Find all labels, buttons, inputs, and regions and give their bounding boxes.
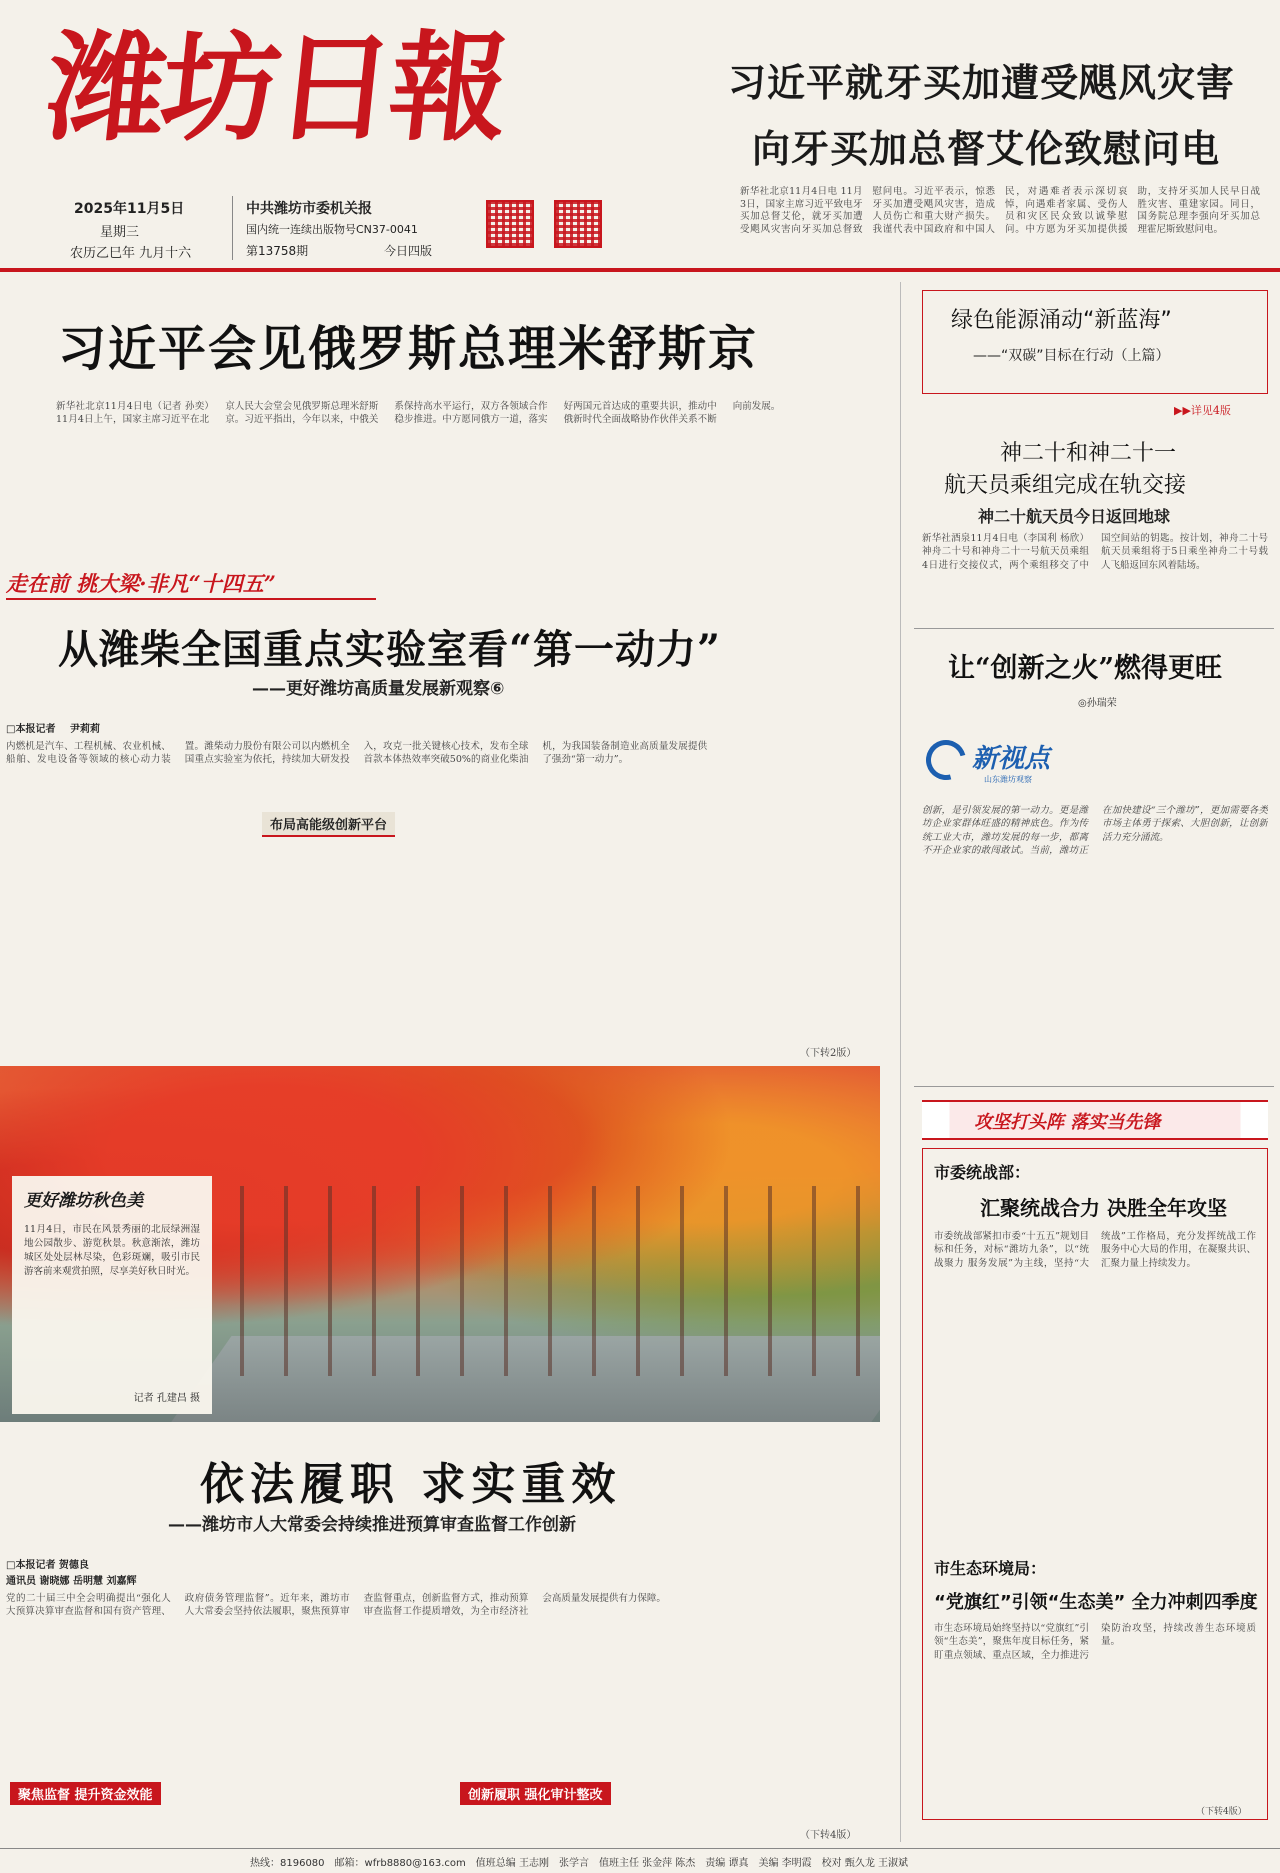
feature-kicker: 走在前 挑大梁·非凡“十四五”: [6, 571, 276, 596]
unit-2-headline[interactable]: “党旗红”引领“生态美” 全力冲刺四季度: [934, 1592, 1258, 1613]
kicker-underline: [6, 598, 376, 600]
unit-1-body: 市委统战部紧扣市委“十五五”规划目标和任务，对标“潍坊九条”，以“统战聚力 服务发展”为主线，坚持“大统战”工作格局，充分发挥统战工作服务中心大局的作用，在凝聚共识、汇聚力量上持续发力。: [934, 1231, 1256, 1269]
issue-date: 2025年11月5日: [74, 201, 185, 217]
bottom-headline[interactable]: 依法履职 求实重效: [200, 1459, 622, 1510]
page-count: 今日四版: [384, 244, 433, 258]
top-headline-line-1[interactable]: 习近平就牙买加遭受飓风灾害: [728, 60, 1236, 105]
unit-2-continued: （下转4版）: [1196, 1807, 1247, 1817]
unit-2-label: 市生态环境局：: [934, 1559, 1047, 1578]
bottom-continued: （下转4版）: [800, 1830, 857, 1841]
commentary-headline[interactable]: 让“创新之火”燃得更旺: [948, 653, 1223, 684]
shenzhou-sub: 神二十航天员今日返回地球: [978, 507, 1171, 526]
sidebar-story-1-headline: 绿色能源涌动“新蓝海”: [951, 308, 1172, 333]
shenzhou-headline-1[interactable]: 神二十和神二十一: [1000, 441, 1177, 466]
feature-byline-label: □本报记者: [6, 724, 56, 735]
commentary-logo: 新视点: [972, 744, 1051, 774]
photo-caption-box: [12, 1176, 212, 1414]
divider: [232, 196, 233, 260]
lunar-date: 农历乙巳年 九月十六: [70, 246, 192, 261]
feature-byline: 尹莉莉: [70, 724, 100, 735]
lead-headline[interactable]: 习近平会见俄罗斯总理米舒斯京: [58, 321, 759, 377]
masthead-rule: [0, 268, 1280, 272]
column-divider: [900, 282, 901, 1842]
feature-body: 内燃机是汽车、工程机械、农业机械、船舶、发电设备等领域的核心动力装置。潍柴动力股份有限公司以内燃机全国重点实验室为依托，持续加大研发投入，攻克一批关键核心技术，发布全球首款本体热效率突破50%的商业化柴油机，为我国装备制造业高质量发展提供了强劲“第一动力”。: [6, 741, 708, 766]
lead-body: 新华社北京11月4日电（记者 孙奕）11月4日上午，国家主席习近平在北京人民大会堂会见俄罗斯总理米舒斯京。习近平指出，今年以来，中俄关系保持高水平运行，双方各领域合作稳步推进。中方愿同俄方一道，落实好两国元首达成的重要共识，推动中俄新时代全面战略协作伙伴关系不断向前发展。: [56, 401, 781, 426]
shenzhou-headline-2[interactable]: 航天员乘组完成在轨交接: [944, 473, 1187, 498]
unit-1-label: 市委统战部：: [934, 1163, 1031, 1182]
commentary-body: 创新，是引领发展的第一动力。更是潍坊企业家群体旺盛的精神底色。作为传统工业大市，潍坊发展的每一步，都离不开企业家的敢闯敢试。当前，潍坊正在加快建设“三个潍坊”，更加需要各类市场主体勇于探索、大胆创新，让创新活力充分涌流。: [922, 805, 1268, 857]
sidebar-story-1-sub: ——“双碳”目标在行动（上篇）: [973, 348, 1170, 364]
shenzhou-body: 新华社酒泉11月4日电（李国利 杨欣）神舟二十号和神舟二十一号航天员乘组4日进行交接仪式，两个乘组移交了中国空间站的钥匙。按计划，神舟二十号航天员乘组将于5日乘坐神舟二十号载人飞船返回东风着陆场。: [922, 533, 1268, 571]
photo-title: 更好潍坊秋色美: [24, 1191, 143, 1211]
issue-number: 第13758期: [246, 244, 309, 258]
footer-credits: 热线：8196080 邮箱：wfrb8880@163.com 值班总编 王志刚 张学言 值班主任 张金萍 陈杰 责编 谭真 美编 李明霞 校对 甄久龙 王淑斌: [250, 1858, 909, 1869]
top-headline-line-2[interactable]: 向牙买加总督艾伦致慰问电: [752, 126, 1221, 171]
campaign-banner-text: 攻坚打头阵 落实当先锋: [974, 1112, 1161, 1133]
sidebar-rule: [914, 1086, 1274, 1087]
cn-number: 国内统一连续出版物号CN37-0041: [246, 223, 418, 236]
sidebar-story-1-box[interactable]: [922, 290, 1268, 394]
newspaper-logo: 潍坊日報: [40, 18, 512, 157]
autumn-photo[interactable]: [0, 1066, 880, 1422]
see-page-4-link[interactable]: ▶▶详见4版: [1174, 404, 1231, 417]
photo-credit: 记者 孔建昌 摄: [133, 1393, 200, 1404]
top-story-text: 新华社北京11月4日电 11月3日，国家主席习近平致电牙买加总督艾伦，就牙买加遭受飓风灾害向牙买加总督致慰问电。习近平表示，惊悉牙买加遭受飓风灾害，造成人员伤亡和重大财产损失。我谨代表中国政府和中国人民，对遇难者表示深切哀悼，向遇难者家属、受伤人员和灾区民众致以诚挚慰问。中方愿为牙买加提供援助，支持牙买加人民早日战胜灾害、重建家园。同日，国务院总理李强向牙买加总理霍尼斯致慰问电。: [740, 186, 1260, 235]
unit-1-headline[interactable]: 汇聚统战合力 决胜全年攻坚: [980, 1196, 1227, 1220]
qr-code-icon[interactable]: [554, 200, 602, 248]
commentary-logo-sub: 山东潍坊观察: [984, 775, 1032, 784]
footer-rule: [0, 1848, 1280, 1849]
feature-subhead: 布局高能级创新平台: [262, 812, 395, 837]
feature-subheadline: ——更好潍坊高质量发展新观察⑥: [252, 679, 505, 699]
bottom-body: 党的二十届三中全会明确提出“强化人大预算决算审查监督和国有资产管理、政府债务管理监督”。近年来，潍坊市人大常委会坚持依法履职，聚焦预算审查监督重点，创新监督方式，推动预算审查监督工作提质增效，为全市经济社会高质量发展提供有力保障。: [6, 1593, 666, 1618]
unit-2-body: 市生态环境局始终坚持以“党旗红”引领“生态美”，聚焦年度目标任务，紧盯重点领域、重点区域，全力推进污染防治攻坚，持续改善生态环境质量。: [934, 1623, 1256, 1661]
feature-headline[interactable]: 从潍柴全国重点实验室看“第一动力”: [58, 626, 722, 673]
publisher: 中共潍坊市委机关报: [246, 201, 372, 217]
feature-continued: （下转2版）: [800, 1048, 857, 1059]
photo-caption: 11月4日，市民在风景秀丽的北辰绿洲湿地公园散步、游览秋景。秋意渐浓，潍坊城区处处层林尽染，色彩斑斓，吸引市民游客前来观赏拍照，尽享美好秋日时光。: [24, 1224, 200, 1277]
bottom-subhead-1: 聚焦监督 提升资金效能: [10, 1782, 161, 1805]
issue-weekday: 星期三: [100, 225, 140, 240]
masthead: [0, 0, 1280, 268]
bottom-byline-2: 通讯员 谢晓娜 岳明慧 刘嘉辉: [6, 1576, 137, 1587]
qr-code-icon[interactable]: [486, 200, 534, 248]
tree-trunks: [200, 1186, 880, 1376]
campaign-banner: [922, 1100, 1268, 1140]
bottom-byline-1: □本报记者 贺德良: [6, 1560, 89, 1571]
sidebar-rule: [914, 628, 1274, 629]
bottom-subheadline: ——潍坊市人大常委会持续推进预算审查监督工作创新: [168, 1515, 576, 1535]
commentary-author: ◎孙瑞荣: [1078, 698, 1117, 709]
bottom-subhead-2: 创新履职 强化审计整改: [460, 1782, 611, 1805]
